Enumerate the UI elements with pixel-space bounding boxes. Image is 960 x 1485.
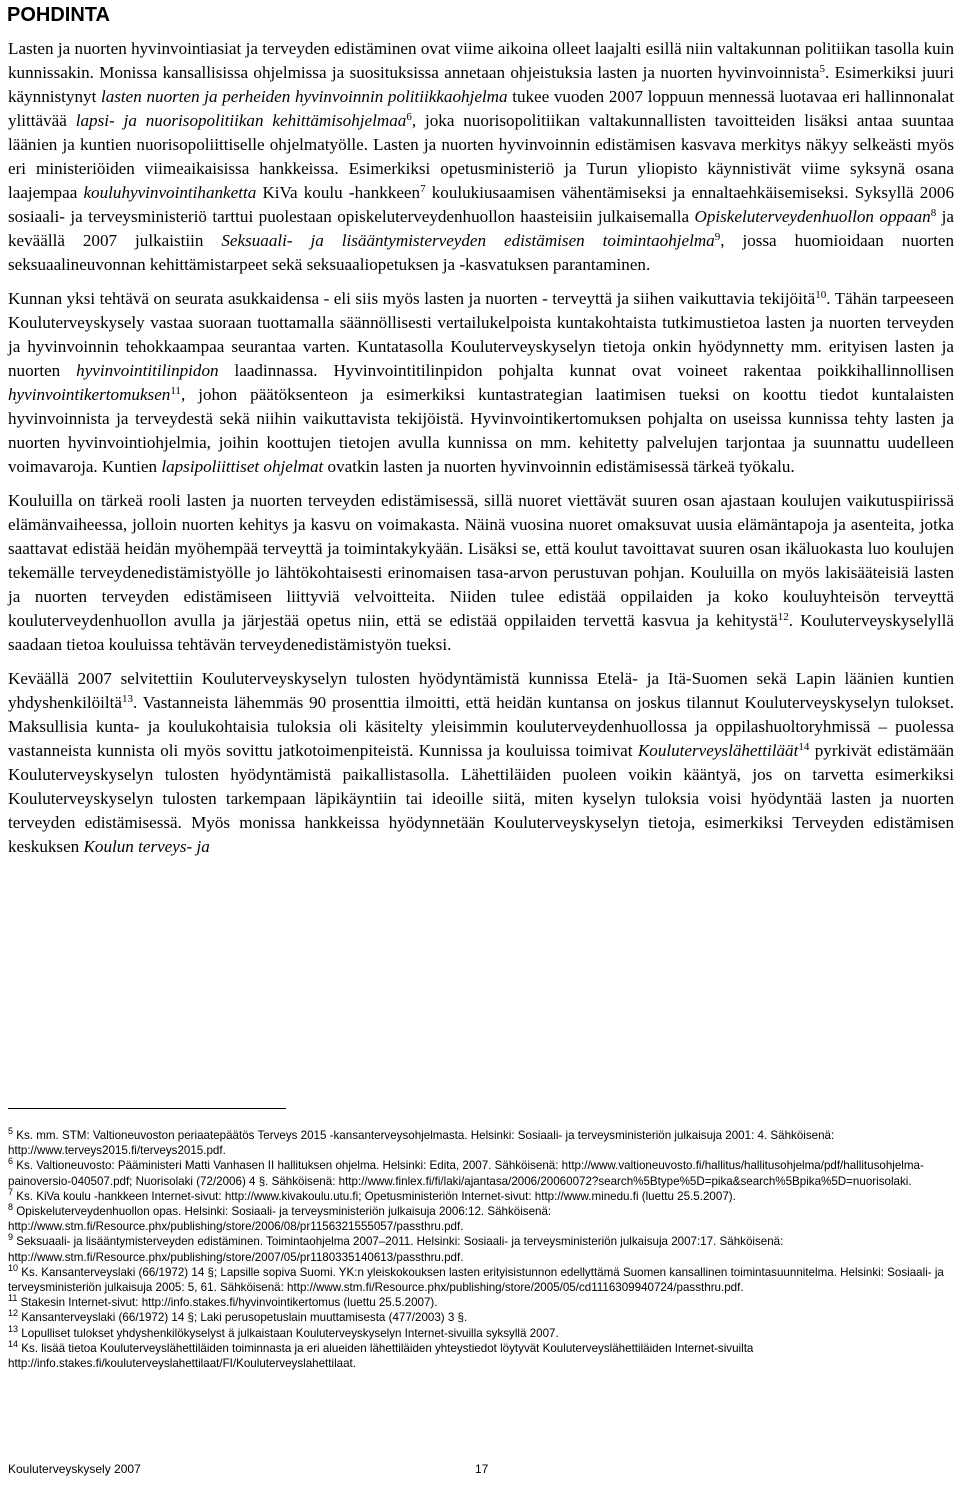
footnote (8, 1186, 954, 1204)
text-run: . Tähän tarpeeseen Kouluterveyskysely vastaa suoraan tuottamalla säännöllisesti vertailukelpoista kuntakohtaista tutkimustietoa lasten ja nuorten terveyden ja hyvinvoinnin tehokkaampaa seurantaa varten. Kuntatasolla Kouluterveyskyselyn tietoja onkin hyödynnetty mm. erityisen lasten ja nuorten (8, 289, 954, 380)
text-run: Kouluilla on tärkeä rooli lasten ja nuorten terveyden edistämisessä, sillä nuoret viettävät suuren osan ajastaan koulujen vaikutuspiirissä elämänvaiheessa, jolloin nuorten kehitys ja kasvu on voimakasta. Näinä vuosina nuoret omaksuvat uusia elämäntapoja ja asenteita, jotka saattavat edistää heidän myöhempää terveyttä ja toimintakykyään. Lisäksi se, että koulut tavoittavat suuren osan ikäluokasta luo koulujen tekemälle terveydenedistämistyölle jo lähtökohtaisesti erinomaisen tasa-arvon perustuvan pohjan. Kouluilla on myös lakisääteisiä lasten ja nuorten terveyden edistämiseen liittyviä velvoitteita. Niiden tulee edistää oppilaiden ja koko kouluyhteisön terveyttä kouluterveydenhuollon avulla ja järjestää opetus niin, että se edistää oppilaiden tervettä kasvua ja kehitystä (8, 491, 954, 630)
footnote-number: 9 (8, 1232, 14, 1243)
footer-title: Kouluterveyskysely 2007 (8, 1462, 141, 1476)
footnote-ref: 7 (420, 183, 426, 195)
text-run: KiVa koulu -hankkeen (256, 183, 421, 202)
page-heading: POHDINTA (7, 4, 110, 26)
footnote (8, 1310, 954, 1325)
text-run: koulukiusaamisen vähentämiseksi ja ennaltaehkäisemiseksi. Syksyllä 2006 sosiaali- ja terveysministeriö tarttui puolestaan opiskeluterveydenhuollon haasteisiin julkaisemalla (8, 183, 954, 226)
footnote (8, 1295, 954, 1310)
text-run: Kunnan yksi tehtävä on seurata asukkaidensa - eli siis myös lasten ja nuorten - terveyttä ja siihen vaikuttavia tekijöitä (8, 289, 816, 308)
text-run: . Vastanneista lähemmäs 90 prosenttia ilmoitti, että heidän kuntansa on joskus tilannut Kouluterveyskyselyn tulokset. Maksullisia kunta- ja koulukohtaisia tuloksia oli käsitelty yleisimmin kouluterveydenhuollossa ja oppilashuoltoryhmissä – puolessa vastanneista kunnista oli myös sovittu jatkotoimenpiteistä. Kunnissa ja kouluissa toimivat (8, 693, 954, 760)
footnote-text: Kansanterveyslaki (66/1972) 14 §; Laki perusopetuslain muuttamisesta (477/2003) 3 §. (21, 1311, 468, 1325)
footnote (8, 1338, 954, 1371)
body-paragraph (8, 37, 954, 277)
footnote-ref: 8 (930, 207, 937, 219)
footnote-text: Ks. Valtioneuvosto: Pääministeri Matti Vanhasen II hallituksen ohjelma. Helsinki: Edita, 2007. Sähköisenä: http://www.valtioneuvosto.fi/hallitus/hallitusohjelma/pdf/hallitusohjelma-painoversio-040507.pdf; Nuorisolaki (72/2006) 4 §. Sähköisenä: http://www.finlex.fi/fi/laki/ajantasa/2006/20060072?search%5Btype%5D=pika&search%5Bpika%5D=nuorisolaki. (8, 1159, 924, 1188)
footnote-ref: 11 (170, 385, 181, 397)
text-run: , joka nuorisopolitiikan valtakunnallisten tavoitteiden lisäksi antaa suuntaa läänien ja kuntien nuorisopoliittiselle ohjelmatyölle. Lasten ja nuorten hyvinvoinnin edistämisen kasvava merkitys näkyy selkeästi myös eri ministeriöiden viimeaikaisissa hankkeissa. Esimerkiksi opetusministeriö ja Turun yliopisto käynnistivät viime syksynä osana laajempaa (8, 111, 954, 202)
italic-text: lasten nuorten ja perheiden hyvinvoinnin politiikkaohjelma (100, 87, 508, 106)
footnote-number: 10 (8, 1262, 19, 1273)
text-run: , jossa huomioidaan nuorten seksuaalineuvonnan kehittämistarpeet sekä seksuaaliopetuksen ja -kasvatuksen parantaminen. (8, 231, 955, 274)
footnote-number: 12 (8, 1308, 19, 1319)
footnote-text: Ks. KiVa koulu -hankkeen Internet-sivut: http://www.kivakoulu.utu.fi; Opetusministeriön Internet-sivut: http://www.minedu.fi (luettu 25.5.2007). (16, 1189, 736, 1203)
footnote (8, 1128, 954, 1158)
italic-text: kouluhyvinvointihanketta (83, 183, 257, 202)
italic-text: Koulun terveys- ja (83, 837, 210, 856)
footnote-ref: 5 (819, 63, 826, 75)
text-run: laadinnassa. Hyvinvointitilinpidon pohjalta kunnat ovat voineet rakentaa poikkihallinnollisen (218, 361, 954, 380)
body-paragraph (8, 667, 954, 859)
footnote-text: Opiskeluterveydenhuollon opas. Helsinki: Sosiaali- ja terveysministeriön julkaisuja 2006:12. Sähköisenä: http://www.stm.fi/Resource.phx/publishing/store/2006/08/pr1156321555057/passthru.pdf. (8, 1205, 552, 1234)
footnote (8, 1262, 954, 1295)
footnote-ref: 12 (777, 611, 789, 623)
footnote-number: 5 (8, 1126, 14, 1136)
body-text (8, 37, 954, 869)
text-run: , johon päätöksenteon ja esimerkiksi kuntastrategian laatimisen tueksi on koottu tiedot kuntalaisten hyvinvoinnista ja terveydestä sekä niihin vaikuttavista tekijöistä. Hyvinvointikertomuksen pohjalta on useissa kunnissa tehty lasten ja nuorten hyvinvointiohjelmia, joihin koottujen tietojen avulla kunnissa on mm. kehitetty palvelujen tarjontaa ja suunnattu uudelleen voimavaroja. Kuntien (8, 385, 954, 476)
footnote-separator (8, 1108, 286, 1109)
footnote-number: 11 (8, 1293, 18, 1304)
footnote (8, 1323, 954, 1341)
text-run: ja keväällä 2007 julkaistiin (8, 207, 954, 250)
footnote-ref: 14 (798, 741, 810, 753)
italic-text: Opiskeluterveydenhuollon oppaan (694, 207, 931, 226)
text-run: pyrkivät edistämään Kouluterveyskyselyn tulosten hyödyntämistä paikallistasolla. Lähettiläiden puoleen voikin kääntyä, jos on tarvetta esimerkiksi Kouluterveyskyselyn tulosten tarkempaan läpikäyntiin tai ideoille siitä, miten kyselyn tuloksia voisi hyödyntää lasten ja nuorten terveyden edistämisessä. Myös monissa hankkeissa hyödynnetään Kouluterveyskyselyn tietoja, esimerkiksi Terveyden edistämisen keskuksen (8, 741, 955, 856)
footnote-ref: 10 (815, 289, 827, 301)
page-number: 17 (475, 1462, 489, 1476)
body-paragraph (8, 287, 954, 479)
footnote-text: Lopulliset tulokset yhdyshenkilökyselyst ä julkaistaan Kouluterveyskyselyn Internet-sivuilla syksyllä 2007. (21, 1326, 559, 1340)
footnote-text: Stakesin Internet-sivut: http://info.stakes.fi/hyvinvointikertomus (luettu 25.5.2007). (20, 1296, 438, 1310)
footnote-text: Ks. Kansanterveyslaki (66/1972) 14 §; Lapsille sopiva Suomi. YK:n yleiskokouksen lasten erityisistunnon edellyttämä Suomen kansallinen toimintasuunnitelma. Helsinki: Sosiaali- ja terveysministeriön julkaisuja 2005: 5, 61. Sähköisenä: http://www.stm.fi/Resource.phx/publishing/store/2005/05/cd1116309940724/passthru.pdf. (8, 1265, 944, 1295)
text-run: . Kouluterveyskyselyllä saadaan tietoa kouluissa tehtävän terveydenedistämistyön tueksi. (8, 611, 954, 654)
footnote-ref: 6 (406, 111, 412, 123)
italic-text: Kouluterveyslähettiläät (637, 741, 799, 760)
footnote (8, 1234, 954, 1264)
text-run: . Esimerkiksi juuri käynnistynyt (8, 63, 954, 106)
footnote-ref: 9 (714, 231, 721, 243)
text-run: Keväällä 2007 selvitettiin Kouluterveyskyselyn tulosten hyödyntämistä kunnissa Etelä- ja Itä-Suomen sekä Lapin läänien kuntien yhdyshenkilöiltä (8, 669, 954, 712)
footnote-number: 13 (8, 1323, 19, 1334)
footnote-number: 14 (8, 1338, 19, 1349)
footnote-number: 8 (8, 1202, 14, 1213)
italic-text: hyvinvointikertomuksen (8, 385, 171, 404)
footnote-number: 6 (8, 1156, 14, 1167)
footnote (8, 1204, 954, 1234)
footnote-text: Ks. mm. STM: Valtioneuvoston periaatepäätös Terveys 2015 -kansanterveysohjelmasta. Helsinki: Sosiaali- ja terveysministeriön julkaisuja 2001: 4. Sähköisenä: http://www.terveys2015.fi/terveys2015.pdf. (8, 1129, 835, 1158)
italic-text: lapsipoliittiset ohjelmat (161, 457, 324, 476)
text-run: ovatkin lasten ja nuorten hyvinvoinnin edistämisessä tärkeä työkalu. (323, 457, 795, 476)
footnote-number: 7 (8, 1186, 14, 1197)
italic-text: Seksuaali- ja lisääntymisterveyden edistämisen toimintaohjelma (221, 231, 715, 250)
text-run: Lasten ja nuorten hyvinvointiasiat ja terveyden edistäminen ovat viime aikoina olleet laajalti esillä niin valtakunnan politiikan tasolla kuin kunnissakin. Monissa kansallisissa ohjelmissa ja suosituksissa annetaan ohjeistuksia lasten ja nuorten hyvinvoinnista (8, 39, 954, 82)
footnotes (8, 1128, 954, 1371)
footnote (8, 1158, 954, 1188)
italic-text: hyvinvointitilinpidon (76, 361, 219, 380)
footnote-ref: 13 (121, 693, 133, 705)
footnote-text: Seksuaali- ja lisääntymisterveyden edistäminen. Toimintaohjelma 2007–2011. Helsinki: Sosiaali- ja terveysministeriön julkaisuja 2007:17. Sähköisenä: http://www.stm.fi/Resource.phx/publishing/store/2007/05/pr1180335140613/passthru.pdf. (8, 1235, 784, 1264)
text-run: tukee vuoden 2007 loppuun mennessä luotavaa eri hallinnonalat ylittävää (8, 87, 954, 130)
italic-text: lapsi- ja nuorisopolitiikan kehittämisohjelmaa (75, 111, 407, 130)
body-paragraph (8, 489, 954, 657)
footnote-text: Ks. lisää tietoa Kouluterveyslähettiläiden toiminnasta ja eri alueiden lähettiläiden yhteystiedot löytyvät Kouluterveyslähettiläiden Internet-sivuilta http://info.stakes.fi/kouluterveyslahettilaat/FI/Kouluterveyslahettilaat. (8, 1341, 754, 1371)
